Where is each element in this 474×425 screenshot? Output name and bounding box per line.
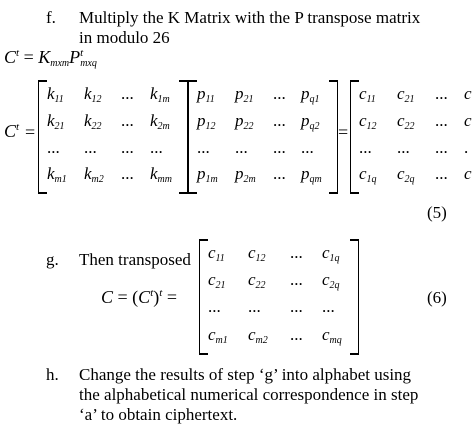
- p-matrix-cell: ...: [197, 138, 210, 157]
- eq6-paren: ): [153, 287, 160, 307]
- eq5-lhs: [4, 121, 19, 142]
- eq5-number: (5): [427, 203, 447, 222]
- k-matrix-cell: $k_{12}$: [84, 84, 102, 105]
- c6-matrix-cell: ...: [290, 270, 303, 289]
- eq-ct-p-sub: mxq: [80, 58, 97, 69]
- c-matrix-cell: ...: [435, 138, 448, 157]
- k-matrix-grid: [39, 80, 187, 194]
- c6-matrix-cell: $c_{2q}$: [322, 270, 340, 291]
- k-matrix-cell: $k_{11}$: [47, 84, 64, 105]
- p-matrix-cell: $p_{1m}$: [197, 164, 218, 185]
- eq6-lhs: [101, 287, 177, 308]
- eq-ct-k-sub: mxm: [50, 58, 70, 69]
- p-matrix-cell: ...: [273, 84, 286, 103]
- eq6-eq1: = (: [113, 287, 139, 307]
- p-matrix-cell: ...: [301, 138, 314, 157]
- step-h-line3: ‘a’ to obtain ciphertext.: [79, 405, 238, 424]
- p-matrix: [188, 80, 338, 194]
- eq6-sup-t: t: [150, 287, 154, 299]
- p-matrix-cell: ...: [273, 164, 286, 183]
- c-matrix-grid: [351, 80, 474, 194]
- c-matrix-cell: c: [464, 164, 472, 183]
- step-g-letter: g.: [46, 250, 59, 269]
- c-matrix-cell: ...: [397, 138, 410, 157]
- eq-ct-lhs: C: [4, 47, 17, 67]
- p-matrix-cell: $p_{11}$: [197, 84, 215, 105]
- p-matrix-cell: ...: [273, 111, 286, 130]
- p-matrix-cell: ...: [235, 138, 248, 157]
- c6-matrix-grid: [200, 239, 358, 355]
- c6-matrix-cell: $c_{1q}$: [322, 243, 340, 264]
- c6-matrix-cell: ...: [290, 325, 303, 344]
- c-matrix-cell: $c_{21}$: [397, 84, 415, 105]
- eq-ct-lhs-sup: t: [16, 47, 20, 59]
- step-h-line2: the alphabetical numerical correspondence in step: [79, 385, 419, 404]
- p-matrix-cell: $p_{q1}$: [301, 84, 320, 105]
- k-matrix-cell: $k_{21}$: [47, 111, 65, 132]
- step-f-letter: f.: [46, 8, 56, 27]
- c6-matrix-cell: $c_{m2}$: [248, 325, 268, 346]
- eq-ct-p-sup: t: [80, 47, 84, 59]
- k-matrix-cell: ...: [150, 138, 163, 157]
- c-matrix-cell: ...: [359, 138, 372, 157]
- step-f-line1: Multiply the K Matrix with the P transpose matrix: [79, 8, 421, 27]
- k-matrix-cell: ...: [121, 84, 134, 103]
- k-matrix-cell: ...: [47, 138, 60, 157]
- step-g-text: Then transposed: [79, 250, 191, 269]
- c6-matrix-cell: $c_{12}$: [248, 243, 266, 264]
- k-matrix-cell: ...: [84, 138, 97, 157]
- k-matrix-cell: $k_{2m}$: [150, 111, 170, 132]
- eq5-lhs-sup: t: [16, 121, 20, 133]
- p-matrix-cell: $p_{2m}$: [235, 164, 256, 185]
- c-matrix-partial: [350, 80, 474, 194]
- eq6-number: (6): [427, 288, 447, 307]
- p-matrix-cell: $p_{q2}$: [301, 111, 320, 132]
- p-matrix-cell: ...: [273, 138, 286, 157]
- eq6-eq2: =: [162, 287, 177, 307]
- c6-matrix-cell: ...: [322, 297, 335, 316]
- eq6-sup-t2: t: [159, 287, 163, 299]
- equation-ct-definition: [4, 47, 97, 69]
- p-matrix-cell: $p_{22}$: [235, 111, 254, 132]
- p-matrix-cell: $p_{qm}$: [301, 164, 322, 185]
- eq6-c: C: [101, 287, 114, 307]
- eq-ct-equals: =: [19, 47, 39, 67]
- c-matrix-cell: $c_{11}$: [359, 84, 376, 105]
- k-matrix-cell: ...: [121, 111, 134, 130]
- c6-matrix-cell: ...: [290, 243, 303, 262]
- c6-matrix-cell: ...: [290, 297, 303, 316]
- eq6-c2: C: [138, 287, 151, 307]
- k-matrix: [38, 80, 188, 194]
- c-matrix-cell: $c_{1q}$: [359, 164, 377, 185]
- k-matrix-cell: ...: [121, 138, 134, 157]
- k-matrix-cell: ...: [121, 164, 134, 183]
- eq5-equals-1: =: [25, 122, 36, 142]
- c6-matrix-cell: $c_{22}$: [248, 270, 266, 291]
- c-matrix-cell: $c_{2q}$: [397, 164, 415, 185]
- c-matrix-cell: $c_{12}$: [359, 111, 377, 132]
- step-f-line2: in modulo 26: [79, 28, 170, 47]
- eq5-equals-2: =: [338, 122, 349, 142]
- c6-matrix-cell: ...: [248, 297, 261, 316]
- c6-matrix-cell: ...: [208, 297, 221, 316]
- eq-ct-k: K: [38, 47, 51, 67]
- c-matrix-cell: c: [464, 111, 472, 130]
- step-h-line1: Change the results of step ‘g’ into alphabet using: [79, 365, 412, 384]
- k-matrix-cell: $k_{m1}$: [47, 164, 67, 185]
- c-matrix-transposed: [199, 239, 359, 355]
- eq-ct-p: P: [69, 47, 81, 67]
- c-matrix-cell: ...: [435, 164, 448, 183]
- p-matrix-cell: $p_{12}$: [197, 111, 216, 132]
- step-h-letter: h.: [46, 365, 59, 384]
- c-matrix-cell: .: [464, 138, 469, 157]
- c6-matrix-cell: $c_{m1}$: [208, 325, 228, 346]
- c-matrix-cell: c: [464, 84, 472, 103]
- p-matrix-cell: $p_{21}$: [235, 84, 254, 105]
- k-matrix-cell: $k_{m2}$: [84, 164, 104, 185]
- c6-matrix-cell: $c_{11}$: [208, 243, 225, 264]
- k-matrix-cell: $k_{1m}$: [150, 84, 170, 105]
- c-matrix-cell: ...: [435, 111, 448, 130]
- eq5-lhs-c: C: [4, 121, 17, 141]
- c6-matrix-cell: $c_{mq}$: [322, 325, 342, 346]
- p-matrix-grid: [189, 80, 337, 194]
- k-matrix-cell: $k_{mm}$: [150, 164, 172, 185]
- c-matrix-cell: $c_{22}$: [397, 111, 415, 132]
- c6-matrix-cell: $c_{21}$: [208, 270, 226, 291]
- c-matrix-cell: ...: [435, 84, 448, 103]
- k-matrix-cell: $k_{22}$: [84, 111, 102, 132]
